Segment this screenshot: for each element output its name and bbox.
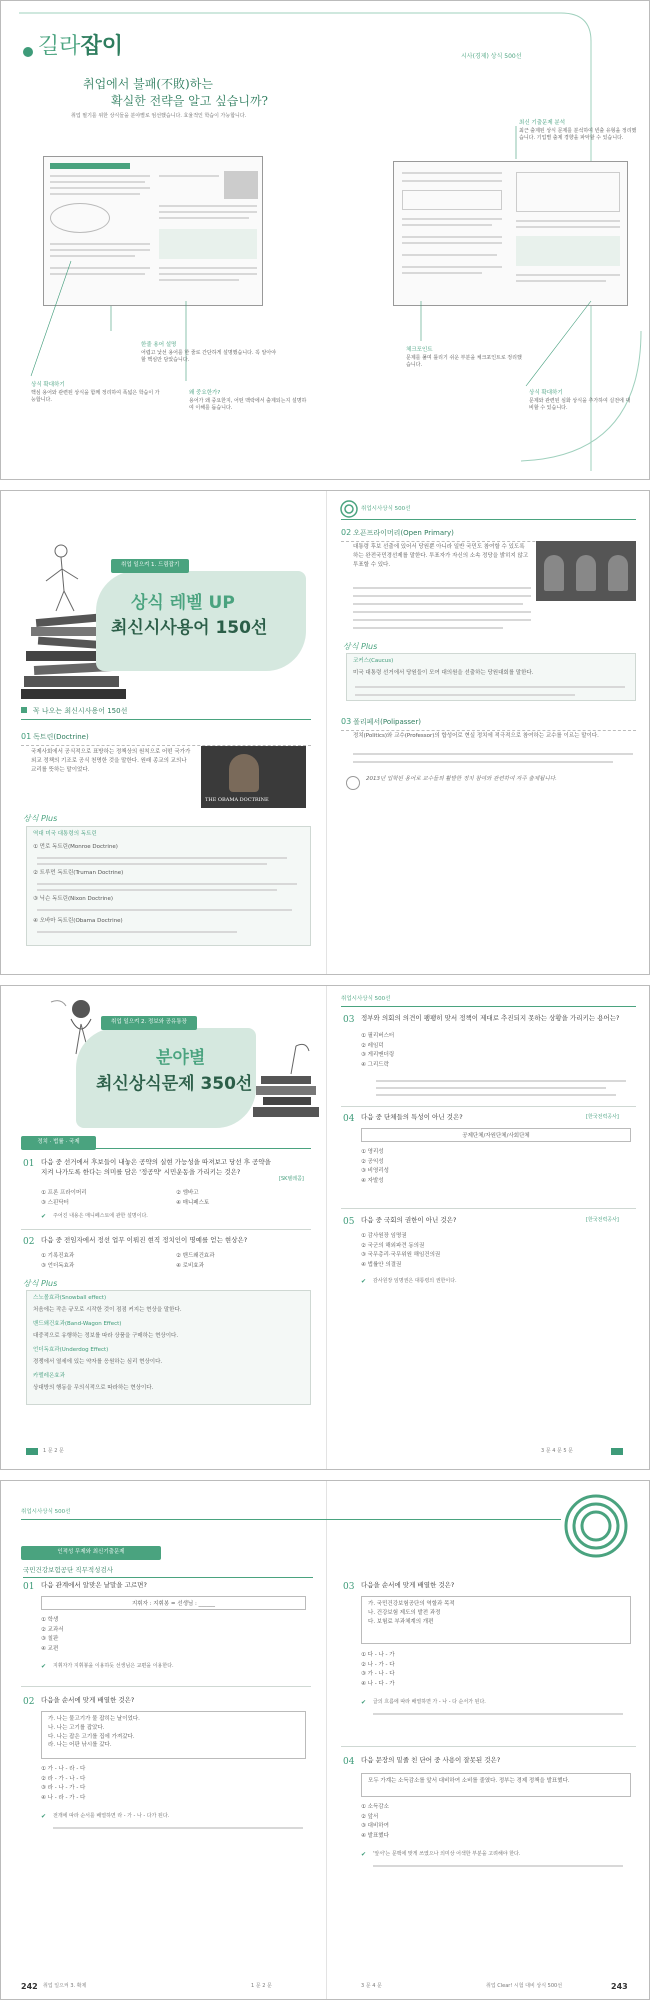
headline-line2: 확실한 전략을 알고 싶습니까? <box>111 94 268 108</box>
q1-text: 다음 중 선거에서 후보들이 내놓은 공약의 실현 가능성을 따져보고 당선 후 공약을 지켜 나가도록 한다는 의미를 담은 '정공약' 시민운동을 가리키는 것은? <box>41 1158 271 1176</box>
term1-body: 국제사회에서 공식적으로 표방하는 정책상의 원칙으로 어떤 국가가 외교 정책의 기조로 공식 천명한 것을 말한다. 원래 종교의 교의나 교리를 뜻하는 말이었다. <box>31 749 191 773</box>
plus-icon-2: 상식 Plus <box>343 642 378 651</box>
q2-number: 02 <box>23 1237 35 1247</box>
section-pill: 인적성 무제와 최신기출문제 <box>21 1546 161 1560</box>
q4-note: '앞서'는 문맥에 맞게 쓰였으나 의미상 어색한 부분을 고려해야 한다. <box>373 1851 521 1857</box>
q3-number: 03 <box>343 1015 355 1025</box>
term2-more-box: 코커스(Caucus) 미국 대통령 선거에서 당원들이 모여 대의원을 선출하는 당원대회를 말한다. <box>346 653 636 701</box>
section-pill: 정치 · 법률 · 국제 <box>21 1136 96 1150</box>
footer-mid-right: 3 문 4 문 <box>361 1983 382 1989</box>
footer-marker-icon <box>611 1448 623 1455</box>
q1-options-right: ② 엠바고 ④ 매니페스토 <box>176 1190 210 1206</box>
q1-text: 다음 관계에서 알맞은 낱말을 고르면? <box>41 1581 147 1589</box>
callout-expand-knowledge: 상식 확대하기 핵심 용어와 관련된 상식을 함께 정리하여 폭넓은 학습이 가능합니다. <box>31 382 160 404</box>
term1-more-box: 역대 미국 대통령의 독트린 ① 먼로 독트린(Monroe Doctrine) ② 트루먼 독트린(Truman Doctrine) ③ 닉슨 독트린(Nixon Doctrine) ④ 오바마 독트린(Obama Doctrine) <box>26 826 311 946</box>
square-bullet-icon <box>21 707 27 713</box>
answer-icon: ✔ <box>41 1213 47 1220</box>
q2-text: 다음을 순서에 맞게 배열한 것은? <box>41 1696 135 1704</box>
banner-title2: 최신상식문제 350선 <box>96 1074 253 1094</box>
footer-mid-left: 1 문 2 문 <box>251 1983 272 1989</box>
page-number-left: 242 <box>21 1982 38 1991</box>
footer-right: 3 문 4 문 5 문 <box>541 1448 573 1454</box>
q1-box: 지휘자 : 지휘봉 = 선생님 : ______ <box>41 1596 306 1610</box>
q2-options-right: ② 밴드왜건효과 ④ 로비효과 <box>176 1253 215 1269</box>
q1-options-left: ① 프론 프라이머리 ③ 스핀닥터 <box>41 1190 87 1206</box>
callout-checkpoint: 체크포인트 문제를 풀며 틀리기 쉬운 부분을 체크포인트로 정리했습니다. <box>406 347 522 369</box>
answer-icon: ✔ <box>41 1813 47 1820</box>
term1-photo: THE OBAMA DOCTRINE <box>201 746 306 808</box>
term3-body: 정치(Politics)와 교수(Professor)의 합성어로 현실 정치에 적극적으로 참여하는 교수를 이르는 말이다. <box>353 733 599 739</box>
banner-tag: 취업 일으켜 1. 드림잡기 <box>111 559 189 573</box>
q4-options: ① 소득감소 ② 앞서 ③ 대비하여 ④ 발표했다 <box>361 1804 389 1839</box>
headline-line1: 취업에서 불패(不敗)하는 <box>83 77 213 91</box>
banner-title1: 상식 레벨 UP <box>131 593 235 613</box>
q4-number: 04 <box>343 1757 355 1767</box>
footer-left: 1 문 2 문 <box>43 1448 64 1454</box>
callout-why-important: 왜 중요한가? 용어가 왜 중요한지, 어떤 맥락에서 출제되는지 설명하여 이해를 돕습니다. <box>189 390 307 412</box>
header-right: 취업시사상식 500선 <box>341 996 391 1002</box>
footer-marker-icon <box>26 1448 38 1455</box>
q4-table: 공제단체/자원단체/사회단체 <box>361 1128 631 1142</box>
guide-intro: 취업 필기를 위한 상식들을 분야별로 엄선했습니다. 효율적인 학습이 가능합니다. <box>71 113 247 119</box>
spiral-decoration-icon <box>556 1491 636 1561</box>
guide-title-right: 잡이 <box>80 34 123 59</box>
q3-text: 정부와 의회의 의견이 팽팽히 맞서 정책이 제대로 추진되지 못하는 상황을 가리키는 용어는? <box>361 1014 620 1022</box>
q5-note: 감사원장 임명권은 대통령의 권한이다. <box>373 1278 457 1284</box>
q2-options: ① 가 - 나 - 라 - 다 ② 라 - 가 - 나 - 다 ③ 라 - 나 - 가 - 다 ④ 나 - 라 - 가 - 다 <box>41 1766 86 1801</box>
q1-tag: [SK텔레콤] <box>279 1176 304 1182</box>
q1-number: 01 <box>23 1582 35 1592</box>
q3-box: 가. 국민건강보험공단의 역할과 목적 나. 건강보험 제도의 발전 과정 다. 보험료 부과체계의 개편 <box>361 1596 631 1644</box>
plus-icon: 상식 Plus <box>23 814 58 823</box>
q2-more-box: 스노볼효과(Snowball effect) 처음에는 작은 규모로 시작한 것이 점점 커지는 현상을 말한다. 밴드왜건효과(Band-Wagon Effect) 대중적으로 유행하는 정보를 따라 상품을 구매하는 현상이다. 언더독효과(Underdog Effect) 경쟁에서 열세에 있는 약자를 응원하는 심리 현상이다. 카멜레온효과 상대방의 행동을 무의식적으로 따라하는 현상이다. <box>26 1290 311 1405</box>
plus-icon: 상식 Plus <box>23 1279 58 1288</box>
callout-expand-knowledge-2: 상식 확대하기 문제와 관련된 심화 상식을 추가하여 실전에 대비할 수 있습니다. <box>529 390 631 412</box>
q4-box: 모두 가계는 소득감소를 앞서 대비하여 소비를 줄였다. 정부는 경제 정책을 발표했다. <box>361 1773 631 1797</box>
q3-options: ① 필리버스터 ② 레임덕 ③ 게리맨더링 ④ 그리드락 <box>361 1033 395 1068</box>
term1-heading: 01 독트린(Doctrine) <box>21 731 311 746</box>
subsection-title: 국민건강보험공단 직무적성검사 <box>23 1566 313 1578</box>
section-label: 시사(경제) 상식 500선 <box>461 53 522 60</box>
q5-options: ① 감사원장 임명권 ② 국군의 해외파견 동의권 ③ 국무총리·국무위원 해임건의권 ④ 법률안 의결권 <box>361 1233 441 1268</box>
page-terms <box>0 490 650 975</box>
q4-text: 다음 중 단체들의 특성이 아닌 것은? <box>361 1113 463 1121</box>
term3-note: 2013년 입학된 용어로 교수들의 활발한 정치 참여와 관련하여 자주 출제됩니다. <box>366 776 557 782</box>
q2-box: 가. 나는 물고기가 물 잡히는 날이었다. 나. 나는 고기를 잡았다. 다. 나는 잡은 고기를 집에 가져갔다. 라. 나는 어판 낚시를 갔다. <box>41 1711 306 1759</box>
book-stack-illustration <box>251 1036 321 1126</box>
q2-options-left: ① 기록진효과 ③ 언더독효과 <box>41 1253 75 1269</box>
q1-options: ① 학생 ② 교과서 ③ 칠판 ④ 교편 <box>41 1617 64 1652</box>
term3-heading: 03 폴리페서(Polipasser) <box>341 716 636 731</box>
spiral-logo-icon <box>339 499 359 519</box>
answer-icon: ✔ <box>41 1663 47 1670</box>
answer-icon: ✔ <box>361 1278 367 1285</box>
q3-options: ① 다 - 나 - 가 ② 나 - 가 - 다 ③ 가 - 나 - 다 ④ 나 - 다 - 가 <box>361 1652 395 1687</box>
q4-tag: [한국전력공사] <box>586 1114 619 1120</box>
answer-icon: ✔ <box>361 1699 367 1706</box>
q2-note: 전개에 따라 순서를 배열하면 라 - 가 - 나 - 다가 된다. <box>53 1813 170 1819</box>
q4-text: 다음 문장의 밑줄 친 단어 중 사용이 잘못된 것은? <box>361 1756 501 1764</box>
page-number-right: 243 <box>611 1982 628 1991</box>
header-left: 취업시사상식 500선 <box>21 1509 71 1515</box>
q4-number: 04 <box>343 1114 355 1124</box>
term2-body: 대통령 후보 선출에 있어서 당원뿐 아니라 일반 국민도 참여할 수 있도록 하는 완전국민경선제를 말한다. 투표자가 자신의 소속 정당을 밝히지 않고 투표할 수 있다. <box>353 544 529 568</box>
guide-title-left: 길라 <box>37 34 81 59</box>
q3-number: 03 <box>343 1582 355 1592</box>
term2-heading: 02 오픈프라이머리(Open Primary) <box>341 527 636 542</box>
q5-tag: [한국전력공사] <box>586 1217 619 1223</box>
answer-icon: ✔ <box>361 1851 367 1858</box>
page-guide <box>0 0 650 480</box>
q5-text: 다음 중 국회의 권한이 아닌 것은? <box>361 1216 457 1224</box>
q3-note: 글의 흐름에 따라 배열하면 가 - 나 - 다 순서가 된다. <box>373 1699 486 1705</box>
banner-tag: 취업 일으켜 2. 정보와 공유통장 <box>101 1016 197 1030</box>
footer-left-label: 취업 일으켜 3. 확제 <box>43 1983 87 1989</box>
q2-number: 02 <box>23 1697 35 1707</box>
q4-options: ① 영리성 ② 공익성 ③ 비영리성 ④ 자발성 <box>361 1149 389 1184</box>
section-marker: 꼭 나오는 최신시사용어 150선 <box>21 706 311 720</box>
callout-term-explanation: 한줄 용어 설명 어렵고 낯선 용어를 한 줄로 간단하게 설명했습니다. 꼭 알아야 할 핵심만 담았습니다. <box>141 342 277 364</box>
q1-note: 주어진 내용은 매니페스토에 관한 설명이다. <box>53 1213 148 1219</box>
footer-right-label: 취업 Clear! 시험 대비 상식 500선 <box>486 1983 563 1989</box>
q1-number: 01 <box>23 1159 35 1169</box>
q1-note: 지휘자가 지휘봉을 이용하듯 선생님은 교편을 이용한다. <box>53 1663 174 1669</box>
page-questions <box>0 985 650 1470</box>
q2-text: 다음 중 전임자에서 정선 업무 이뤄진 현직 정치인이 명예를 얻는 현상은? <box>41 1236 248 1244</box>
q5-number: 05 <box>343 1217 355 1227</box>
page-aptitude <box>0 1480 650 2000</box>
banner-title1: 분야별 <box>156 1048 206 1068</box>
term2-photo <box>536 541 636 601</box>
note-face-icon <box>346 776 360 790</box>
callout-latest-analysis: 최신 기출문제 분석 최근 출제된 상식 문제를 분석하여 빈출 유형을 정리했습니다. 기업별 출제 경향을 파악할 수 있습니다. <box>519 120 637 142</box>
header-right: 취업시사상식 500선 <box>361 506 411 512</box>
banner-title2: 최신시사용어 150선 <box>111 618 268 638</box>
q3-text: 다음을 순서에 맞게 배열한 것은? <box>361 1581 455 1589</box>
